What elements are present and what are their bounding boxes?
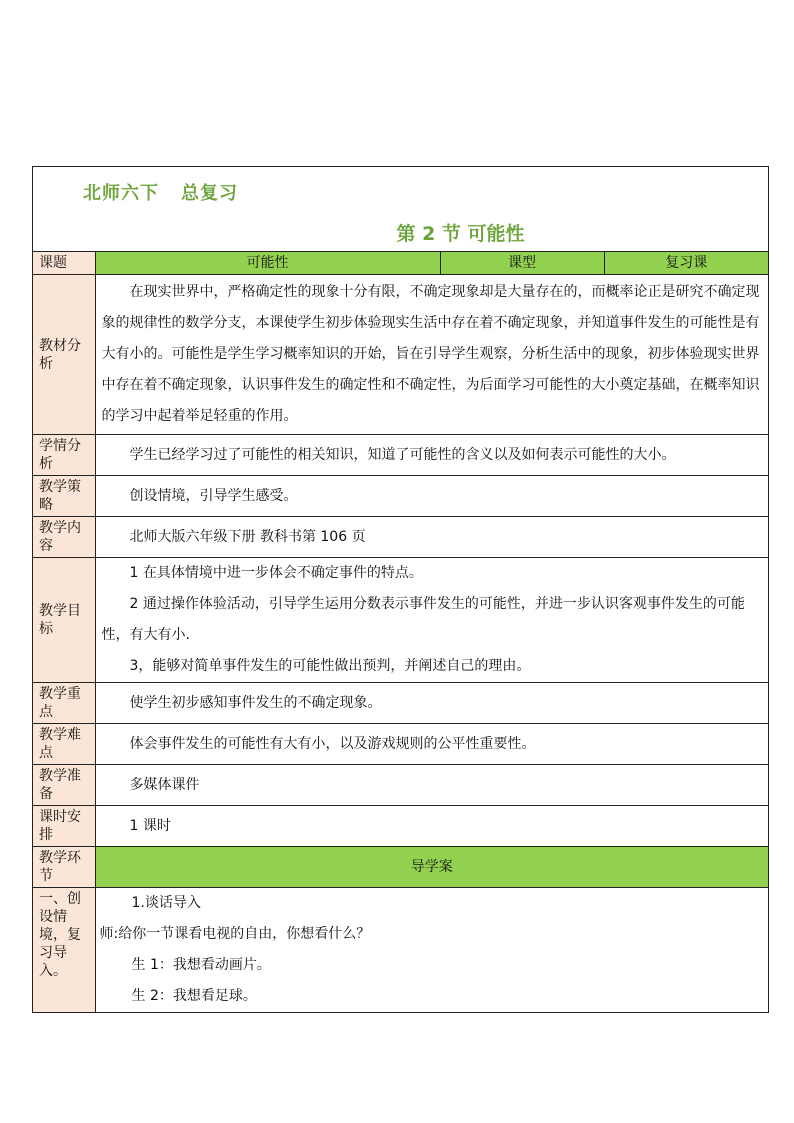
strategy-label: 教学策略 — [33, 476, 95, 517]
type-label: 课型 — [440, 252, 604, 275]
difficulty-row — [33, 724, 768, 765]
brand-line — [83, 179, 260, 205]
topic-label: 课题 — [33, 252, 95, 275]
lesson-table — [33, 252, 768, 1012]
step1-line-4: 生 2：我想看足球。 — [131, 988, 257, 1004]
goals-row — [33, 558, 768, 683]
unit-text: 总复习 — [181, 183, 238, 204]
difficulty-label: 教学难点 — [33, 724, 95, 765]
document-header — [33, 167, 768, 252]
info-row — [33, 252, 768, 275]
key-point-text: 使学生初步感知事件发生的不确定现象。 — [129, 694, 382, 711]
lesson-plan-document — [32, 166, 769, 1013]
schedule-text: 1 课时 — [129, 817, 171, 834]
stage-header: 导学案 — [95, 847, 768, 888]
prep-row — [33, 765, 768, 806]
goal-line-2: 2 通过操作体验活动，引导学生运用分数表示事件发生的可能性，并进一步认识客观事件发生的可能性，有大有小. — [101, 596, 745, 643]
goals-label: 教学目标 — [33, 558, 95, 683]
prep-label: 教学准备 — [33, 765, 95, 806]
student-text: 学生已经学习过了可能性的相关知识，知道了可能性的含义以及如何表示可能性的大小。 — [129, 446, 676, 463]
goal-line-3: 3，能够对简单事件发生的可能性做出预判，并阐述自己的理由。 — [129, 658, 531, 674]
step1-row — [33, 888, 768, 1013]
strategy-row — [33, 476, 768, 517]
strategy-text: 创设情境，引导学生感受。 — [129, 487, 298, 504]
content-label: 教学内容 — [33, 517, 95, 558]
stage-row — [33, 847, 768, 888]
schedule-label: 课时安排 — [33, 806, 95, 847]
schedule-row — [33, 806, 768, 847]
prep-text: 多媒体课件 — [129, 776, 200, 793]
brand-text: 北师六下 — [83, 183, 159, 204]
step1-line-1: 1.谈话导入 — [131, 895, 201, 911]
stage-label: 教学环节 — [33, 847, 95, 888]
key-point-label: 教学重点 — [33, 683, 95, 724]
content-text: 北师大版六年级下册 教科书第 106 页 — [129, 528, 366, 545]
step1-line-2: 师:给你一节课看电视的自由，你想看什么？ — [99, 926, 371, 942]
step1-label: 一、创设情境，复习导入。 — [33, 888, 95, 1013]
difficulty-text: 体会事件发生的可能性有大有小，以及游戏规则的公平性重要性。 — [129, 735, 536, 752]
type-value: 复习课 — [604, 252, 768, 275]
material-row — [33, 275, 768, 435]
step1-line-3: 生 1：我想看动画片。 — [131, 957, 271, 973]
goal-line-1: 1 在具体情境中进一步体会不确定事件的特点。 — [129, 565, 423, 581]
content-row — [33, 517, 768, 558]
student-label: 学情分析 — [33, 435, 95, 476]
material-label: 教材分析 — [33, 275, 95, 435]
material-paragraph: 在现实世界中，严格确定性的现象十分有限，不确定现象却是大量存在的，而概率论正是研究不确定现象的规律性的数学分支，本课使学生初步体验现实生活中存在着不确定现象，并知道事件发生的可能性是有大有小的。可能性是学生学习概率知识的开始，旨在引导学生观察，分析生活中的现象，初步体验现实世界中存在着不确定现象，认识事件发生的确定性和不确定性，为后面学习可能性的大小奠定基础，在概率知识的学习中起着举足轻重的作用。 — [101, 284, 760, 424]
section-title: 第 2 节 可能性 — [396, 223, 525, 245]
student-row — [33, 435, 768, 476]
topic-value: 可能性 — [95, 252, 440, 275]
key-point-row — [33, 683, 768, 724]
